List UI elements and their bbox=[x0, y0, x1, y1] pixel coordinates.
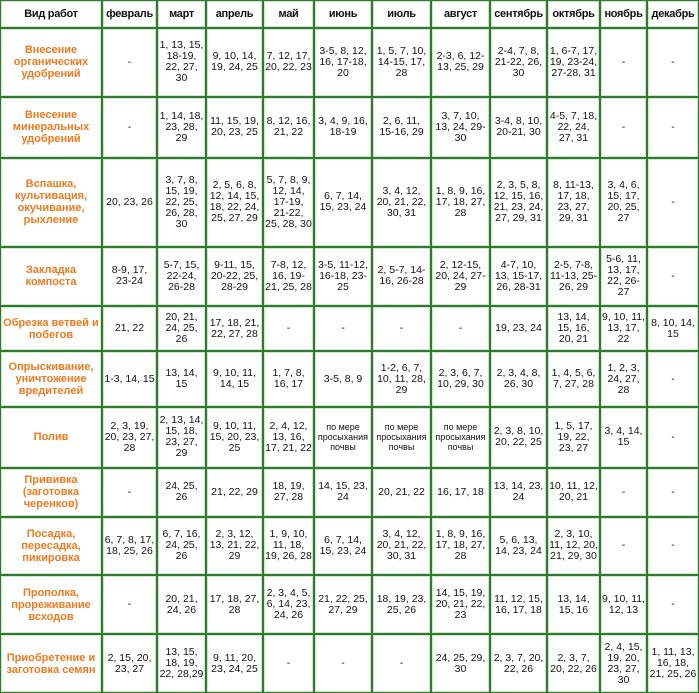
date-cell: 9, 11, 20, 23, 24, 25 bbox=[206, 634, 263, 693]
date-cell: - bbox=[647, 351, 699, 407]
table-row bbox=[0, 517, 699, 576]
date-cell: - bbox=[647, 517, 699, 576]
date-cell: 2, 3, 4, 5, 6, 14, 23, 24, 26 bbox=[263, 575, 314, 634]
date-cell: - bbox=[431, 306, 490, 352]
date-cell: 18, 19, 23, 25, 26 bbox=[372, 575, 431, 634]
header-row bbox=[0, 0, 699, 28]
table-row bbox=[0, 351, 699, 407]
date-cell: 5, 6, 13, 14, 23, 24 bbox=[490, 517, 547, 576]
date-cell: 14, 15, 19, 20, 21, 22, 23 bbox=[431, 575, 490, 634]
work-type-cell: Посадка, пересадка, пикировка bbox=[0, 517, 102, 576]
date-cell: 6, 7, 16, 24, 25, 26 bbox=[157, 517, 206, 576]
date-cell: 7, 12, 17, 20, 22, 23 bbox=[263, 28, 314, 97]
date-cell: 18, 19, 27, 28 bbox=[263, 468, 314, 517]
date-cell: 2, 3, 19, 20, 23, 27, 28 bbox=[102, 407, 157, 468]
work-type-cell: Опрыскивание, уничтожение вредителей bbox=[0, 351, 102, 407]
header-month: ноябрь bbox=[600, 0, 647, 28]
date-cell: 3, 7, 8, 15, 19, 22, 25, 26, 28, 30 bbox=[157, 158, 206, 247]
date-cell: - bbox=[102, 28, 157, 97]
date-cell: - bbox=[314, 634, 372, 693]
table-row bbox=[0, 97, 699, 158]
date-cell: - bbox=[647, 247, 699, 306]
date-cell: 19, 23, 24 bbox=[490, 306, 547, 352]
table-row bbox=[0, 634, 699, 693]
date-cell: 1, 9, 10, 11, 18, 19, 26, 28 bbox=[263, 517, 314, 576]
date-cell: 2, 15, 20, 23, 27 bbox=[102, 634, 157, 693]
date-cell: - bbox=[647, 28, 699, 97]
date-cell: 2, 4, 15, 19, 20, 23, 27, 30 bbox=[600, 634, 647, 693]
header-month: март bbox=[157, 0, 206, 28]
date-cell: - bbox=[372, 306, 431, 352]
date-cell: 9, 10, 11, 14, 15 bbox=[206, 351, 263, 407]
date-cell: 8, 10, 14, 15 bbox=[647, 306, 699, 352]
header-month: май bbox=[263, 0, 314, 28]
date-cell: 2, 12-15, 20, 24, 27-29 bbox=[431, 247, 490, 306]
date-cell: - bbox=[314, 306, 372, 352]
date-cell: 11, 12, 15, 16, 17, 18 bbox=[490, 575, 547, 634]
date-cell: 9, 10, 11, 12, 13 bbox=[600, 575, 647, 634]
work-type-cell: Обрезка ветвей и побегов bbox=[0, 306, 102, 352]
date-cell: 1, 11, 13, 16, 18, 21, 25, 26 bbox=[647, 634, 699, 693]
work-type-cell: Приобретение и заготовка семян bbox=[0, 634, 102, 693]
date-cell: 3, 4, 12, 20, 21, 22, 30, 31 bbox=[372, 158, 431, 247]
date-cell: - bbox=[600, 468, 647, 517]
date-cell: 14, 15, 23, 24 bbox=[314, 468, 372, 517]
date-cell: 2, 5-7, 14-16, 26-28 bbox=[372, 247, 431, 306]
date-cell: 3, 4, 6, 15, 17, 20, 25, 27 bbox=[600, 158, 647, 247]
header-month: август bbox=[431, 0, 490, 28]
header-month: декабрь bbox=[647, 0, 699, 28]
date-cell: 24, 25, 29, 30 bbox=[431, 634, 490, 693]
table-row bbox=[0, 247, 699, 306]
header-month: октябрь bbox=[547, 0, 600, 28]
date-cell: 9, 10, 11, 13, 17, 22 bbox=[600, 306, 647, 352]
header-month: июль bbox=[372, 0, 431, 28]
date-cell: 3, 4, 12, 20, 21, 22, 30, 31 bbox=[372, 517, 431, 576]
work-type-cell: Вспашка, культивация, окучивание, рыхление bbox=[0, 158, 102, 247]
date-cell: 17, 18, 27, 28 bbox=[206, 575, 263, 634]
date-cell: 4-7, 10, 13, 15-17, 26, 28-31 bbox=[490, 247, 547, 306]
date-cell: 2, 13, 14, 15, 18, 23, 27, 29 bbox=[157, 407, 206, 468]
table-row bbox=[0, 28, 699, 97]
date-cell: по мере просыхания почвы bbox=[372, 407, 431, 468]
date-cell: 10, 11, 12, 20, 21 bbox=[547, 468, 600, 517]
header-month: июнь bbox=[314, 0, 372, 28]
date-cell: - bbox=[600, 97, 647, 158]
date-cell: 3-5, 8, 12, 16, 17-18, 20 bbox=[314, 28, 372, 97]
date-cell: 20, 21, 22 bbox=[372, 468, 431, 517]
date-cell: 2, 3, 10, 11, 12, 20, 21, 29, 30 bbox=[547, 517, 600, 576]
date-cell: 2-5, 7-8, 11-13, 25-26, 29 bbox=[547, 247, 600, 306]
date-cell: 2, 3, 7, 20, 22, 26 bbox=[547, 634, 600, 693]
date-cell: 9, 10, 14, 19, 24, 25 bbox=[206, 28, 263, 97]
date-cell: 2, 3, 12, 13, 21, 22, 29 bbox=[206, 517, 263, 576]
date-cell: - bbox=[600, 517, 647, 576]
work-type-cell: Внесение минеральных удобрений bbox=[0, 97, 102, 158]
date-cell: 3-5, 8, 9 bbox=[314, 351, 372, 407]
date-cell: 6, 7, 14, 15, 23, 24 bbox=[314, 158, 372, 247]
date-cell: - bbox=[372, 634, 431, 693]
date-cell: 1, 8, 9, 16, 17, 18, 27, 28 bbox=[431, 158, 490, 247]
date-cell: 2, 5, 6, 8, 12, 14, 15, 18, 22, 24, 25, 27, 29 bbox=[206, 158, 263, 247]
work-type-cell: Закладка компоста bbox=[0, 247, 102, 306]
date-cell: 6, 7, 14, 15, 23, 24 bbox=[314, 517, 372, 576]
date-cell: 21, 22 bbox=[102, 306, 157, 352]
date-cell: по мере просыхания почвы bbox=[314, 407, 372, 468]
date-cell: 21, 22, 29 bbox=[206, 468, 263, 517]
date-cell: - bbox=[647, 158, 699, 247]
date-cell: - bbox=[263, 306, 314, 352]
date-cell: 7-8, 12, 16, 19-21, 25, 28 bbox=[263, 247, 314, 306]
date-cell: 3-4, 8, 10, 20-21, 30 bbox=[490, 97, 547, 158]
date-cell: 6, 7, 8, 17, 18, 25, 26 bbox=[102, 517, 157, 576]
work-type-cell: Полив bbox=[0, 407, 102, 468]
date-cell: 2, 3, 4, 8, 26, 30 bbox=[490, 351, 547, 407]
date-cell: 1, 7, 8, 16, 17 bbox=[263, 351, 314, 407]
table-row bbox=[0, 158, 699, 247]
date-cell: 3-5, 11-12, 16-18, 23-25 bbox=[314, 247, 372, 306]
date-cell: 20, 21, 24, 25, 26 bbox=[157, 306, 206, 352]
date-cell: 5-7, 15, 22-24, 26-28 bbox=[157, 247, 206, 306]
date-cell: - bbox=[600, 28, 647, 97]
date-cell: 9, 10, 11, 15, 20, 23, 25 bbox=[206, 407, 263, 468]
date-cell: 13, 14, 23, 24 bbox=[490, 468, 547, 517]
date-cell: 8, 11-13, 17, 18, 23, 27, 29, 31 bbox=[547, 158, 600, 247]
date-cell: 5, 7, 8, 9, 12, 14, 17-19, 21-22, 25, 28, 30 bbox=[263, 158, 314, 247]
work-type-cell: Внесение органических удобрений bbox=[0, 28, 102, 97]
date-cell: 2-4, 7, 8, 21-22, 26, 30 bbox=[490, 28, 547, 97]
date-cell: - bbox=[647, 575, 699, 634]
table-row bbox=[0, 468, 699, 517]
date-cell: 2, 3, 8, 10, 20, 22, 25 bbox=[490, 407, 547, 468]
date-cell: - bbox=[647, 407, 699, 468]
date-cell: - bbox=[102, 468, 157, 517]
date-cell: 5-6, 11, 13, 17, 22, 26-27 bbox=[600, 247, 647, 306]
date-cell: - bbox=[102, 575, 157, 634]
date-cell: 13, 14, 15 bbox=[157, 351, 206, 407]
date-cell: 16, 17, 18 bbox=[431, 468, 490, 517]
date-cell: 1, 14, 18, 23, 28, 29 bbox=[157, 97, 206, 158]
date-cell: 20, 21, 24, 26 bbox=[157, 575, 206, 634]
date-cell: 1, 13, 15, 18-19, 22, 27, 30 bbox=[157, 28, 206, 97]
date-cell: 8-9, 17, 23-24 bbox=[102, 247, 157, 306]
date-cell: 4-5, 7, 18, 22, 24, 27, 31 bbox=[547, 97, 600, 158]
date-cell: 2, 6, 11, 15-16, 29 bbox=[372, 97, 431, 158]
table-row bbox=[0, 407, 699, 468]
date-cell: 2-3, 6, 12-13, 25, 29 bbox=[431, 28, 490, 97]
date-cell: 1, 2, 3, 24, 27, 28 bbox=[600, 351, 647, 407]
work-type-cell: Прополка, прореживание всходов bbox=[0, 575, 102, 634]
header-month: апрель bbox=[206, 0, 263, 28]
date-cell: 1, 5, 17, 19, 22, 23, 27 bbox=[547, 407, 600, 468]
date-cell: 1, 4, 5, 6, 7, 27, 28 bbox=[547, 351, 600, 407]
header-month: сентябрь bbox=[490, 0, 547, 28]
table-row bbox=[0, 575, 699, 634]
date-cell: 1-2, 6, 7, 10, 11, 28, 29 bbox=[372, 351, 431, 407]
date-cell: 1, 8, 9, 16, 17, 18, 27, 28 bbox=[431, 517, 490, 576]
date-cell: 20, 23, 26 bbox=[102, 158, 157, 247]
date-cell: 21, 22, 25, 27, 29 bbox=[314, 575, 372, 634]
date-cell: 3, 4, 9, 16, 18-19 bbox=[314, 97, 372, 158]
date-cell: 13, 14, 15, 16 bbox=[547, 575, 600, 634]
date-cell: 1, 5, 7, 10, 14-15, 17, 28 bbox=[372, 28, 431, 97]
date-cell: - bbox=[102, 97, 157, 158]
date-cell: 13, 15, 18, 19, 22, 28,29 bbox=[157, 634, 206, 693]
date-cell: 1, 6-7, 17, 19, 23-24, 27-28, 31 bbox=[547, 28, 600, 97]
date-cell: 13, 14, 15, 16, 20, 21 bbox=[547, 306, 600, 352]
date-cell: 3, 7, 10, 13, 24, 29-30 bbox=[431, 97, 490, 158]
work-type-cell: Прививка (заготовка черенков) bbox=[0, 468, 102, 517]
date-cell: 11, 15, 19, 20, 23, 25 bbox=[206, 97, 263, 158]
date-cell: 2, 3, 7, 20, 22, 26 bbox=[490, 634, 547, 693]
header-month: февраль bbox=[102, 0, 157, 28]
date-cell: по мере просыхания почвы bbox=[431, 407, 490, 468]
date-cell: 2, 3, 5, 8, 12, 15, 16, 21, 23, 24, 27, 29, 31 bbox=[490, 158, 547, 247]
date-cell: 17, 18, 21, 22, 27, 28 bbox=[206, 306, 263, 352]
date-cell: - bbox=[647, 97, 699, 158]
date-cell: 2, 4, 12, 13, 16, 17, 21, 22 bbox=[263, 407, 314, 468]
date-cell: 1-3, 14, 15 bbox=[102, 351, 157, 407]
date-cell: 3, 4, 14, 15 bbox=[600, 407, 647, 468]
date-cell: 24, 25, 26 bbox=[157, 468, 206, 517]
date-cell: 2, 3, 6, 7, 10, 29, 30 bbox=[431, 351, 490, 407]
header-work: Вид работ bbox=[0, 0, 102, 28]
date-cell: - bbox=[263, 634, 314, 693]
date-cell: - bbox=[647, 468, 699, 517]
date-cell: 8, 12, 16, 21, 22 bbox=[263, 97, 314, 158]
date-cell: 9-11, 15, 20-22, 25, 28-29 bbox=[206, 247, 263, 306]
table-row bbox=[0, 306, 699, 352]
